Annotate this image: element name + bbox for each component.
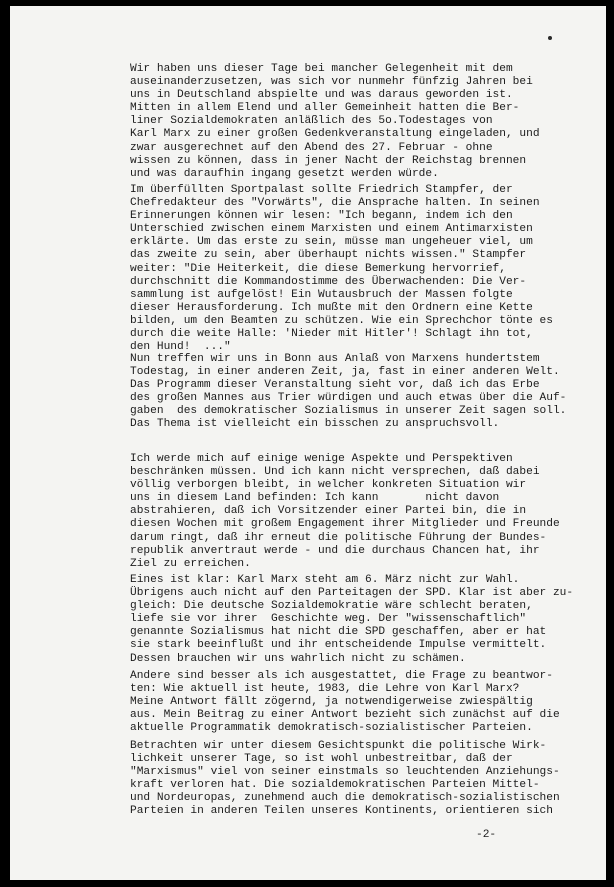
- text-line: wissen zu können, dass in jener Nacht der Reichstag brennen: [130, 154, 527, 167]
- text-line: Nun treffen wir uns in Bonn aus Anlaß von Marxens hundertstem: [130, 353, 540, 365]
- text-line: bilden, um den Beamten zu schützen. Wie ein Sprechchor tönte es: [130, 314, 553, 327]
- text-line: Erinnerungen können wir lesen: "Ich begann, indem ich den: [130, 210, 513, 223]
- text-line: Das Programm dieser Veranstaltung sieht vor, daß ich das Erbe: [130, 379, 540, 392]
- text-line: das zweite zu sein, aber überhaupt nichts wissen." Stampfer: [130, 249, 527, 262]
- text-line: Das Thema ist vielleicht ein bisschen zu anspruchsvoll.: [130, 418, 500, 431]
- text-line: Meine Antwort fällt zögernd, ja notwendigerweise zwiespältig: [130, 696, 533, 709]
- paragraph-1: [130, 63, 570, 181]
- document-page: [10, 6, 606, 880]
- text-line: Todestag, in einer anderen Zeit, ja, fast in einer anderen Welt.: [130, 366, 560, 379]
- text-line: liefe sie vor ihrer Geschichte weg. Der "wissenschaftlich": [130, 613, 527, 626]
- text-line: genannte Sozialismus hat nicht die SPD geschaffen, aber er hat: [130, 626, 547, 639]
- text-line: Mitten in allem Elend und aller Gemeinheit hatten die Ber-: [130, 102, 520, 115]
- text-line: abstrahieren, daß ich Vorsitzender einer Partei bin, die in: [130, 505, 527, 518]
- text-line: erklärte. Um das erste zu sein, müsse man ungeheuer viel, um: [130, 236, 533, 249]
- text-line: zwar ausgerechnet auf den Abend des 27. Februar - ohne: [130, 141, 493, 154]
- text-line: dieser Herausforderung. Ich mußte mit den Ordnern eine Kette: [130, 301, 533, 314]
- text-line: "Marxismus" viel von seiner einstmals so leuchtenden Anziehungs-: [130, 766, 560, 779]
- scan-speck: [548, 36, 552, 40]
- text-line: uns in diesem Land befinden: Ich kann nicht davon: [130, 492, 500, 505]
- text-line: durchschnitt die Kommandostimme des Überwachenden: Die Ver-: [130, 275, 527, 288]
- text-line: Wir haben uns dieser Tage bei mancher Gelegenheit mit dem: [130, 63, 513, 75]
- text-line: den Hund! ...": [130, 341, 231, 354]
- text-line: und was daraufhin ingang gesetzt werden würde.: [130, 167, 439, 180]
- text-line: Im überfüllten Sportpalast sollte Friedrich Stampfer, der: [130, 184, 513, 196]
- paragraph-7: [130, 740, 570, 819]
- paragraph-5: [130, 574, 574, 666]
- text-line: und Nordeuropas, zunehmend auch die demokratisch-sozialistischen: [130, 792, 560, 805]
- text-line: Unterschied zwischen einem Marxisten und einem Antimarxisten: [130, 223, 533, 236]
- paragraph-3: [130, 353, 570, 432]
- text-line: Parteien in anderen Teilen unseres Kontinents, orientieren sich: [130, 805, 553, 818]
- text-line: aktuelle Programmatik demokratisch-sozialistischer Parteien.: [130, 722, 533, 735]
- text-line: ten: Wie aktuell ist heute, 1983, die Lehre von Karl Marx?: [130, 683, 520, 696]
- text-line: darum ringt, daß ihr erneut die politische Führung der Bundes-: [130, 531, 547, 544]
- text-line: aus. Mein Beitrag zu einer Antwort bezieht sich zunächst auf die: [130, 709, 560, 722]
- text-line: kraft verloren hat. Die sozialdemokratischen Parteien Mittel-: [130, 779, 540, 792]
- text-line: diesen Wochen mit großem Engagement ihrer Mitglieder und Freunde: [130, 518, 560, 531]
- text-line: des großen Mannes aus Trier würdigen und auch etwas über die Auf-: [130, 392, 567, 405]
- text-line: gleich: Die deutsche Sozialdemokratie wäre schlecht beraten,: [130, 600, 533, 613]
- text-line: Eines ist klar: Karl Marx steht am 6. März nicht zur Wahl.: [130, 574, 520, 586]
- text-line: Übrigens auch nicht auf den Parteitagen der SPD. Klar ist aber zu-: [130, 587, 574, 600]
- text-line: Dessen brauchen wir uns wahrlich nicht zu schämen.: [130, 652, 466, 665]
- text-line: auseinanderzusetzen, was sich vor nunmehr fünfzig Jahren bei: [130, 76, 533, 89]
- page-number: -2-: [476, 829, 497, 841]
- text-line: Karl Marx zu einer großen Gedenkveranstaltung eingeladen, und: [130, 128, 540, 141]
- text-line: Chefredakteur des "Vorwärts", die Ansprache halten. In seinen: [130, 197, 540, 210]
- paragraph-4: [130, 453, 570, 571]
- text-line: Andere sind besser als ich ausgestattet, die Frage zu beantwor-: [130, 670, 553, 682]
- text-line: lichkeit unserer Tage, so ist wohl unbestreitbar, daß der: [130, 753, 513, 766]
- paragraph-2: [130, 184, 570, 354]
- text-line: gaben des demokratischer Sozialismus in unserer Zeit sagen soll.: [130, 405, 567, 418]
- text-line: sie stark beeinflußt und ihr entscheidende Impulse vermittelt.: [130, 639, 547, 652]
- text-line: Ich werde mich auf einige wenige Aspekte und Perspektiven: [130, 453, 513, 465]
- text-line: Ziel zu erreichen.: [130, 557, 251, 570]
- text-line: uns in Deutschland abspielte und was daraus geworden ist.: [130, 89, 513, 102]
- text-line: völlig verborgen bleibt, in welcher konkreten Situation wir: [130, 479, 527, 492]
- text-line: liner Sozialdemokraten anläßlich des 5o.Todestages von: [130, 115, 493, 128]
- text-line: Betrachten wir unter diesem Gesichtspunkt die politische Wirk-: [130, 740, 547, 752]
- text-line: beschränken müssen. Und ich kann nicht versprechen, daß dabei: [130, 466, 540, 479]
- text-line: weiter: "Die Heiterkeit, die diese Bemerkung hervorrief,: [130, 262, 506, 275]
- text-line: republik anvertraut werde - und die durchaus Chancen hat, ihr: [130, 544, 540, 557]
- text-line: sammlung ist aufgelöst! Ein Wutausbruch der Massen folgte: [130, 288, 513, 301]
- paragraph-6: [130, 670, 570, 735]
- text-line: durch die weite Halle: 'Nieder mit Hitler'! Schlagt ihn tot,: [130, 328, 533, 341]
